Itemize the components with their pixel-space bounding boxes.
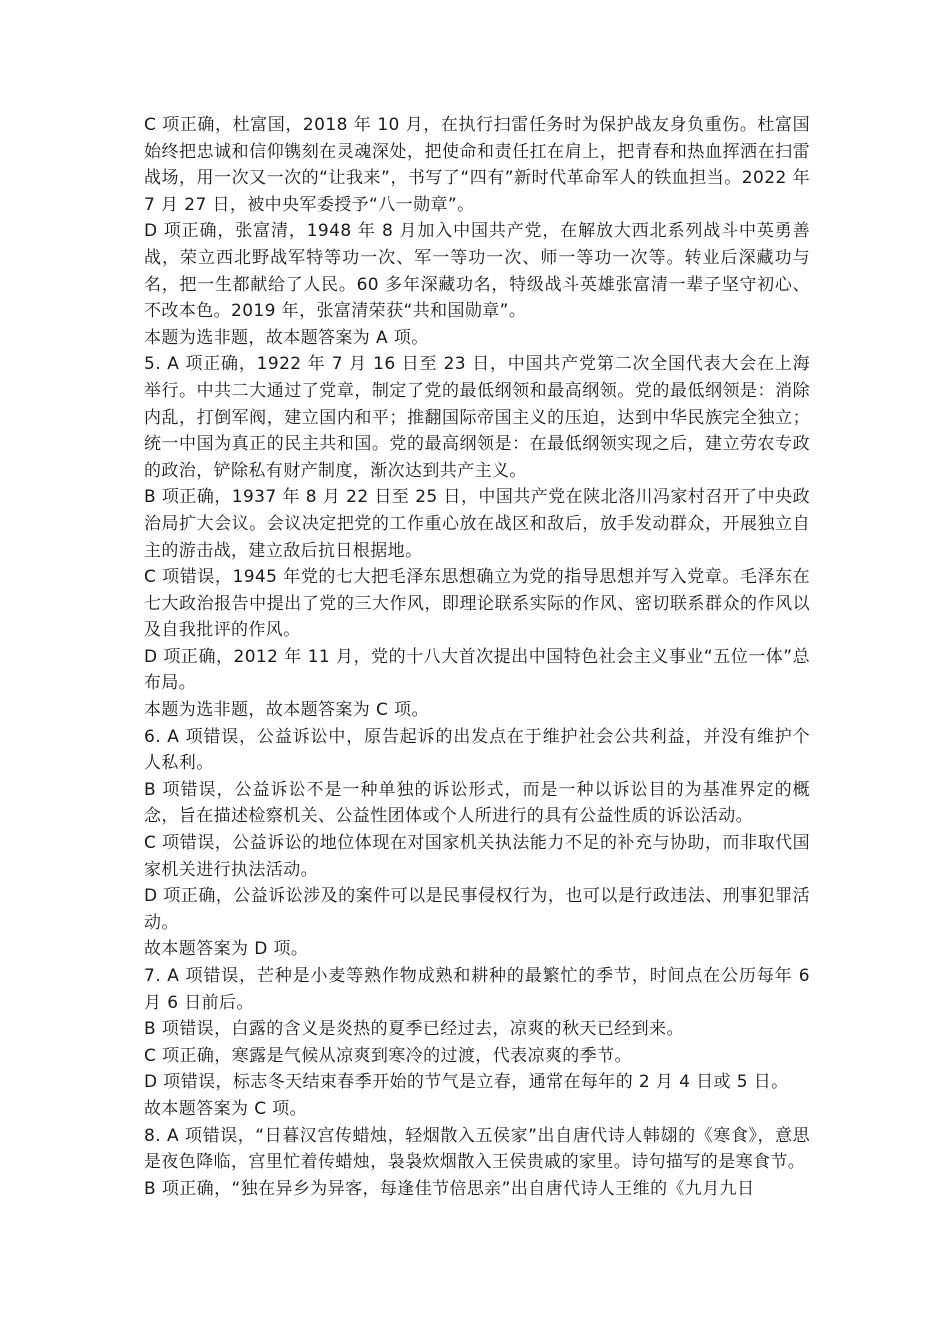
paragraph-q6-a: 6. A 项错误，公益诉讼中，原告起诉的出发点在于维护社会公共利益，并没有维护个人私利。 [144,726,810,774]
paragraph-c-dufuguo: C 项正确，杜富国，2018 年 10 月，在执行扫雷任务时为保护战友身负重伤。杜富国始终把忠诚和信仰镌刻在灵魂深处，把使命和责任扛在肩上，把青春和热血挥洒在扫雷战场，用一次又一次的“让我来”，书写了“四有”新时代革命军人的铁血担当。2022 年 7 月 27 日，被中央军委授予“八一勋章”。 [144,115,810,215]
paragraph-q7-d: D 项错误，标志冬天结束春季开始的节气是立春，通常在每年的 2 月 4 日或 5 日。 [144,1072,789,1093]
paragraph-answer-5: 本题为选非题，故本题答案为 C 项。 [144,700,429,721]
paragraph-q5-d: D 项正确，2012 年 11 月，党的十八大首次提出中国特色社会主义事业“五位一体”总布局。 [144,646,810,694]
paragraph-answer-6: 故本题答案为 D 项。 [144,939,309,960]
paragraph-q8-a: 8. A 项错误，“日暮汉宫传蜡烛，轻烟散入五侯家”出自唐代诗人韩翃的《寒食》，意思是夜色降临，宫里忙着传蜡烛，袅袅炊烟散入王侯贵戚的家里。诗句描写的是寒食节。 [144,1125,810,1173]
paragraph-d-zhangfuqing: D 项正确，张富清，1948 年 8 月加入中国共产党，在解放大西北系列战斗中英勇善战，荣立西北野战军特等功一次、军一等功一次、师一等功一次等。转业后深藏功与名，把一生都献给了人民。60 多年深藏功名，特级战斗英雄张富清一辈子坚守初心、不改本色。2019 年，张富清荣获“共和国勋章”。 [144,221,810,322]
paragraph-q8-b: B 项正确，“独在异乡为异客，每逢佳节倍思亲”出自唐代诗人王维的《九月九日 [144,1178,755,1199]
paragraph-q7-c: C 项正确，寒露是气候从凉爽到寒冷的过渡，代表凉爽的季节。 [144,1045,632,1066]
paragraph-q5-a: 5. A 项正确，1922 年 7 月 16 日至 23 日，中国共产党第二次全国代表大会在上海举行。中共二大通过了党章，制定了党的最低纲领和最高纲领。党的最低纲领是：消除内乱，打倒军阀，建立国内和平；推翻国际帝国主义的压迫，达到中华民族完全独立；统一中国为真正的民主共和国。党的最高纲领是：在最低纲领实现之后，建立劳农专政的政治，铲除私有财产制度，渐次达到共产主义。 [144,354,810,481]
paragraph-q6-b: B 项错误，公益诉讼不是一种单独的诉讼形式，而是一种以诉讼目的为基准界定的概念，旨在描述检察机关、公益性团体或个人所进行的具有公益性质的诉讼活动。 [144,779,810,827]
paragraph-q7-a: 7. A 项错误，芒种是小麦等熟作物成熟和耕种的最繁忙的季节，时间点在公历每年 6 月 6 日前后。 [144,966,810,1013]
paragraph-q7-b: B 项错误，白露的含义是炎热的夏季已经过去，凉爽的秋天已经到来。 [144,1019,684,1040]
paragraph-q6-c: C 项错误，公益诉讼的地位体现在对国家机关执法能力不足的补充与协助，而非取代国家机关进行执法活动。 [144,833,810,880]
paragraph-q6-d: D 项正确，公益诉讼涉及的案件可以是民事侵权行为，也可以是行政违法、刑事犯罪活动。 [144,886,810,933]
document-page [144,112,810,1202]
paragraph-q5-b: B 项正确，1937 年 8 月 22 日至 25 日，中国共产党在陕北洛川冯家村召开了中央政治局扩大会议。会议决定把党的工作重心放在战区和敌后，放手发动群众，开展独立自主的游击战，建立敌后抗日根据地。 [144,487,810,561]
paragraph-answer-4: 本题为选非题，故本题答案为 A 项。 [144,327,429,348]
paragraph-answer-7: 故本题答案为 C 项。 [144,1098,308,1119]
paragraph-q5-c: C 项错误，1945 年党的七大把毛泽东思想确立为党的指导思想并写入党章。毛泽东在七大政治报告中提出了党的三大作风，即理论联系实际的作风、密切联系群众的作风以及自我批评的作风。 [144,567,810,641]
